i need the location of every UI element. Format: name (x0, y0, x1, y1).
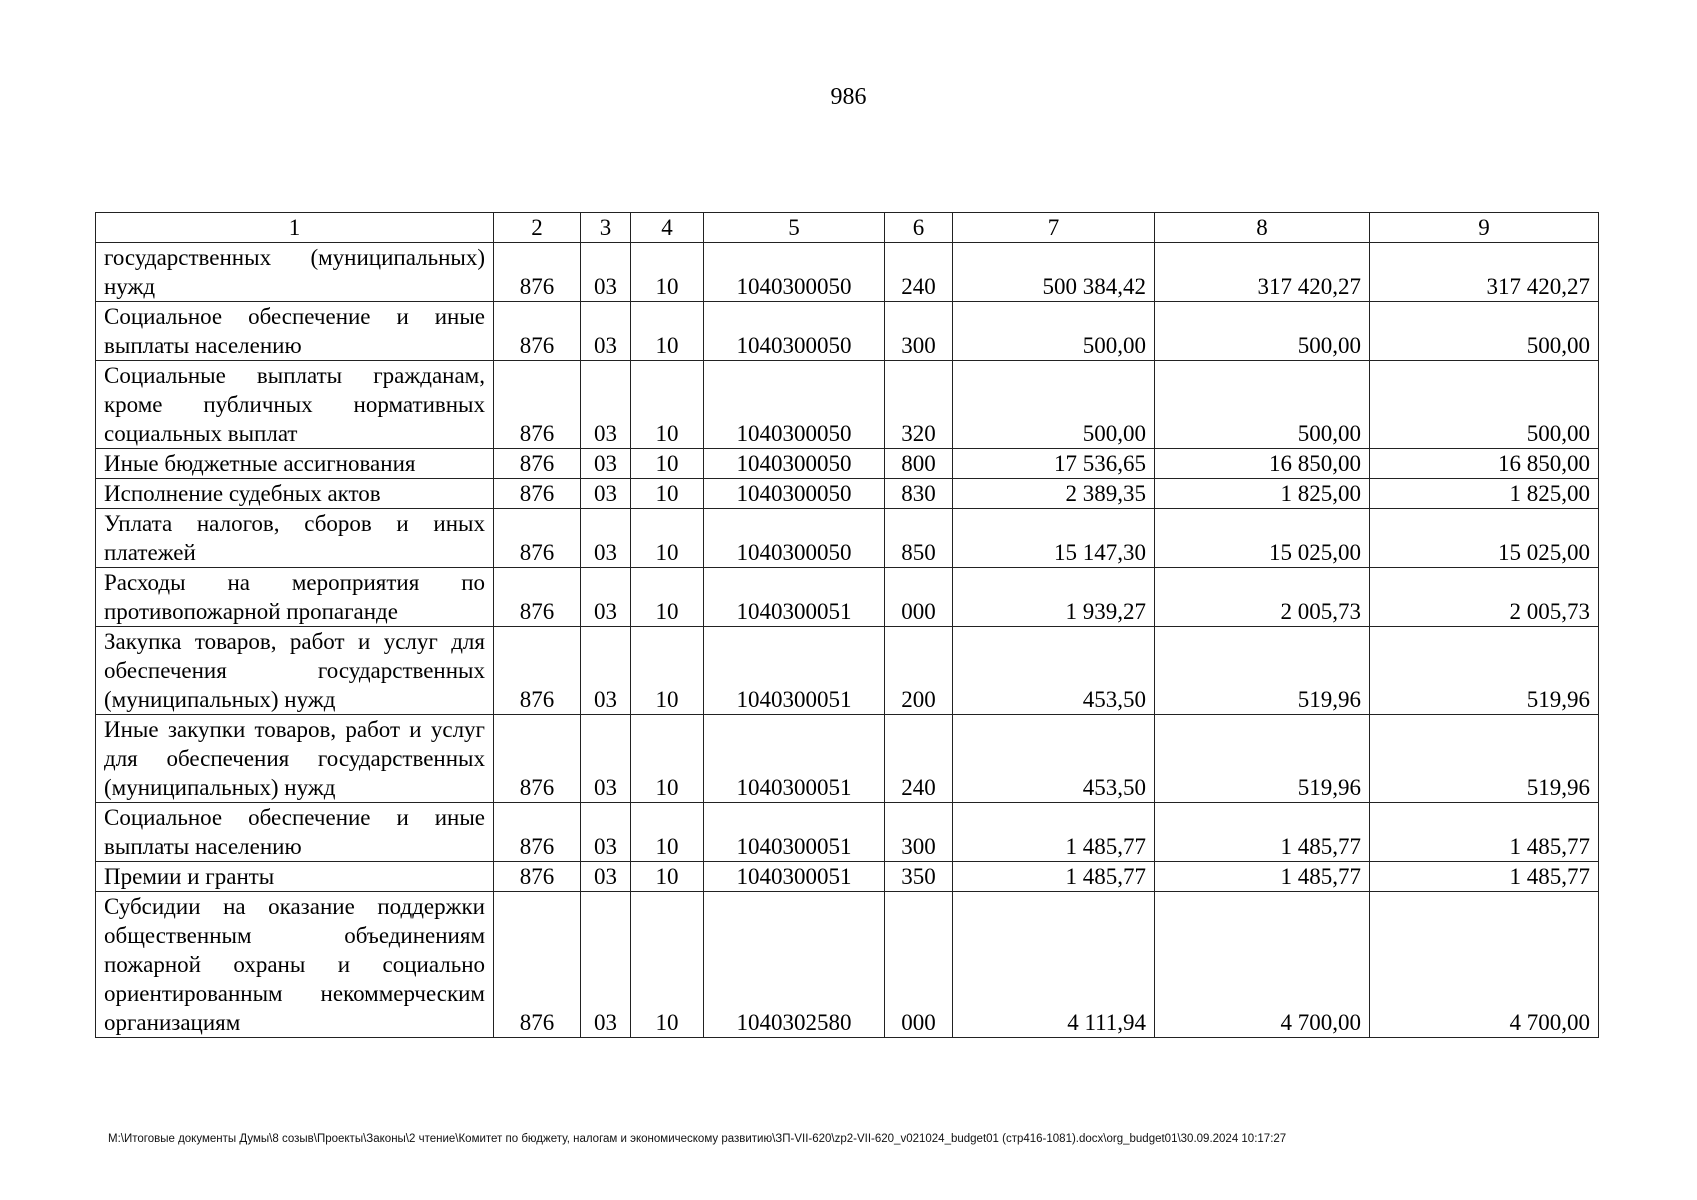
col-4-value: 10 (631, 803, 704, 862)
col-8-value: 1 485,77 (1155, 803, 1370, 862)
col-3-value: 03 (581, 568, 631, 627)
col-4-value: 10 (631, 509, 704, 568)
col-8-value: 1 825,00 (1155, 479, 1370, 509)
col-4-value: 10 (631, 892, 704, 1038)
col-4-value: 10 (631, 449, 704, 479)
col-7-value: 1 939,27 (953, 568, 1155, 627)
table-row (96, 449, 1599, 479)
col-6-value: 800 (885, 449, 953, 479)
col-7-value: 2 389,35 (953, 479, 1155, 509)
col-2-value: 876 (494, 479, 581, 509)
col-5-value: 1040300050 (704, 361, 885, 449)
col-5-value: 1040300050 (704, 509, 885, 568)
col-6-value: 300 (885, 803, 953, 862)
col-5-value: 1040300051 (704, 627, 885, 715)
col-5-value: 1040302580 (704, 892, 885, 1038)
col-3-value: 03 (581, 361, 631, 449)
col-5-value: 1040300050 (704, 302, 885, 361)
row-name: государственных (муниципальных) нужд (96, 243, 494, 302)
col-8-value: 500,00 (1155, 302, 1370, 361)
col-8-value: 317 420,27 (1155, 243, 1370, 302)
col-2-value: 876 (494, 302, 581, 361)
col-8-value: 519,96 (1155, 627, 1370, 715)
col-2-value: 876 (494, 715, 581, 803)
col-6-value: 000 (885, 568, 953, 627)
col-8-value: 4 700,00 (1155, 892, 1370, 1038)
col-4-value: 10 (631, 302, 704, 361)
header-cell-1: 1 (96, 213, 494, 243)
col-2-value: 876 (494, 568, 581, 627)
col-9-value: 519,96 (1370, 715, 1599, 803)
row-name: Субсидии на оказание поддержки общественным объединениям пожарной охраны и социально ориентированным некоммерческим организациям (96, 892, 494, 1038)
table-row (96, 803, 1599, 862)
row-name: Иные бюджетные ассигнования (96, 449, 494, 479)
col-8-value: 1 485,77 (1155, 862, 1370, 892)
header-cell-7: 7 (953, 213, 1155, 243)
col-7-value: 17 536,65 (953, 449, 1155, 479)
header-cell-8: 8 (1155, 213, 1370, 243)
col-6-value: 200 (885, 627, 953, 715)
col-6-value: 240 (885, 715, 953, 803)
col-9-value: 15 025,00 (1370, 509, 1599, 568)
col-5-value: 1040300051 (704, 862, 885, 892)
col-4-value: 10 (631, 568, 704, 627)
col-6-value: 240 (885, 243, 953, 302)
col-5-value: 1040300051 (704, 803, 885, 862)
col-9-value: 1 825,00 (1370, 479, 1599, 509)
col-4-value: 10 (631, 715, 704, 803)
col-7-value: 15 147,30 (953, 509, 1155, 568)
col-2-value: 876 (494, 449, 581, 479)
col-8-value: 2 005,73 (1155, 568, 1370, 627)
col-9-value: 1 485,77 (1370, 862, 1599, 892)
col-3-value: 03 (581, 243, 631, 302)
table-row (96, 509, 1599, 568)
col-9-value: 1 485,77 (1370, 803, 1599, 862)
col-3-value: 03 (581, 509, 631, 568)
col-7-value: 500,00 (953, 361, 1155, 449)
col-5-value: 1040300050 (704, 449, 885, 479)
file-path-footer: М:\Итоговые документы Думы\8 созыв\Проекты\Законы\2 чтение\Комитет по бюджету, налогам и экономическому развитию\ЗП-VII-620\zp2-VII-620_v021024_budget01 (стр416-1081).docx\org_budget01\30.09.2024 10:17:27 (108, 1133, 1287, 1145)
col-6-value: 850 (885, 509, 953, 568)
col-6-value: 000 (885, 892, 953, 1038)
col-9-value: 4 700,00 (1370, 892, 1599, 1038)
col-8-value: 519,96 (1155, 715, 1370, 803)
col-4-value: 10 (631, 243, 704, 302)
col-2-value: 876 (494, 243, 581, 302)
col-4-value: 10 (631, 479, 704, 509)
table-row (96, 479, 1599, 509)
col-7-value: 1 485,77 (953, 803, 1155, 862)
header-cell-6: 6 (885, 213, 953, 243)
col-8-value: 16 850,00 (1155, 449, 1370, 479)
table-row (96, 862, 1599, 892)
col-2-value: 876 (494, 627, 581, 715)
row-name: Расходы на мероприятия по противопожарной пропаганде (96, 568, 494, 627)
col-6-value: 830 (885, 479, 953, 509)
col-7-value: 453,50 (953, 715, 1155, 803)
col-4-value: 10 (631, 361, 704, 449)
col-3-value: 03 (581, 715, 631, 803)
col-2-value: 876 (494, 361, 581, 449)
row-name: Социальное обеспечение и иные выплаты населению (96, 302, 494, 361)
col-2-value: 876 (494, 803, 581, 862)
row-name: Социальные выплаты гражданам, кроме публичных нормативных социальных выплат (96, 361, 494, 449)
col-3-value: 03 (581, 892, 631, 1038)
row-name: Иные закупки товаров, работ и услуг для обеспечения государственных (муниципальных) нужд (96, 715, 494, 803)
table-row (96, 568, 1599, 627)
col-2-value: 876 (494, 862, 581, 892)
col-8-value: 500,00 (1155, 361, 1370, 449)
col-5-value: 1040300051 (704, 715, 885, 803)
col-7-value: 500,00 (953, 302, 1155, 361)
col-2-value: 876 (494, 509, 581, 568)
row-name: Уплата налогов, сборов и иных платежей (96, 509, 494, 568)
header-row (96, 213, 1599, 243)
col-7-value: 500 384,42 (953, 243, 1155, 302)
table-row (96, 715, 1599, 803)
col-9-value: 519,96 (1370, 627, 1599, 715)
col-4-value: 10 (631, 627, 704, 715)
table-row (96, 302, 1599, 361)
row-name: Премии и гранты (96, 862, 494, 892)
col-3-value: 03 (581, 862, 631, 892)
col-3-value: 03 (581, 302, 631, 361)
header-cell-5: 5 (704, 213, 885, 243)
col-5-value: 1040300051 (704, 568, 885, 627)
col-9-value: 16 850,00 (1370, 449, 1599, 479)
col-6-value: 320 (885, 361, 953, 449)
col-5-value: 1040300050 (704, 243, 885, 302)
col-5-value: 1040300050 (704, 479, 885, 509)
col-3-value: 03 (581, 627, 631, 715)
header-cell-9: 9 (1370, 213, 1599, 243)
table-row (96, 361, 1599, 449)
row-name: Исполнение судебных актов (96, 479, 494, 509)
header-cell-2: 2 (494, 213, 581, 243)
page-number: 986 (830, 84, 867, 110)
col-8-value: 15 025,00 (1155, 509, 1370, 568)
table-row (96, 627, 1599, 715)
table-row (96, 892, 1599, 1038)
col-7-value: 453,50 (953, 627, 1155, 715)
col-9-value: 500,00 (1370, 361, 1599, 449)
col-4-value: 10 (631, 862, 704, 892)
col-9-value: 2 005,73 (1370, 568, 1599, 627)
col-3-value: 03 (581, 803, 631, 862)
col-6-value: 350 (885, 862, 953, 892)
budget-table (95, 212, 1599, 1038)
col-2-value: 876 (494, 892, 581, 1038)
col-9-value: 317 420,27 (1370, 243, 1599, 302)
col-6-value: 300 (885, 302, 953, 361)
col-3-value: 03 (581, 479, 631, 509)
col-7-value: 4 111,94 (953, 892, 1155, 1038)
header-cell-3: 3 (581, 213, 631, 243)
header-cell-4: 4 (631, 213, 704, 243)
row-name: Закупка товаров, работ и услуг для обеспечения государственных (муниципальных) нужд (96, 627, 494, 715)
row-name: Социальное обеспечение и иные выплаты населению (96, 803, 494, 862)
col-3-value: 03 (581, 449, 631, 479)
col-7-value: 1 485,77 (953, 862, 1155, 892)
col-9-value: 500,00 (1370, 302, 1599, 361)
table-row (96, 243, 1599, 302)
